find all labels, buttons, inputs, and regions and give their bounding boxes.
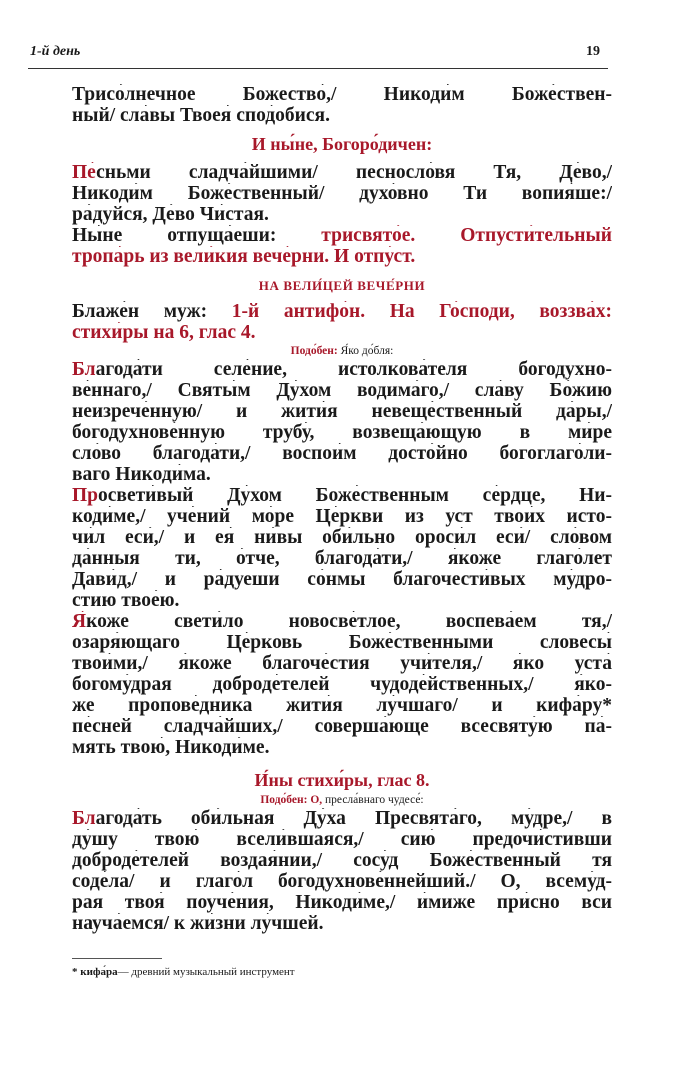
text-line: ра́дуйся, Де́во Чи́стая. (72, 204, 269, 225)
drop-initial: Пр (72, 485, 99, 506)
section-subheading: НА ВЕЛИ́ЦЕЙ ВЕЧЕ́РНИ (258, 278, 426, 293)
text-line: Дави́д,/ и ра́дуеши со́нмы благочести́вых му́дро- (72, 569, 612, 590)
text-line: стию твое́ю. (72, 590, 180, 611)
text-line: ве́ннаго,/ Святы́м Ду́хом водима́го,/ сла́ву Бо́жию (72, 380, 612, 401)
drop-initial: Бл (72, 808, 96, 829)
text-line: богодухнове́нную трубу́, возвеща́ющую в ми́ре (72, 422, 612, 443)
prayer-incipit: Ны́не отпуща́еши: (72, 225, 277, 246)
text-line: твои́ми,/ я́коже благоче́стия учи́теля,/ я́ко уста́ (72, 653, 612, 674)
text-line: да́нныя ти, о́тче, благода́ти,/ я́коже глаго́лет (72, 548, 612, 569)
text-line: же пропове́дника жити́я лу́чшаго/ и кифа́ру* (72, 695, 612, 716)
rubric-line (72, 301, 612, 322)
text-line: науча́емся/ к жи́зни лу́чшей. (72, 913, 324, 934)
rubric-instruction: трисвято́е. Отпусти́тельный (276, 225, 612, 246)
psalm-incipit: Блаже́н муж: (72, 301, 208, 322)
footnote-rule (72, 958, 162, 959)
text-line: чи́л еси́,/ и ея́ ни́вы оби́льно ороси́л еси́/ сло́вом (72, 527, 612, 548)
text-line: доброде́телей воздая́нии,/ сосу́д Боже́ственный тя (72, 850, 612, 871)
page-number: 19 (586, 44, 600, 59)
text-line: Я́коже свети́ло новосве́тлое, воспева́ем тя,/ (72, 611, 612, 632)
podoben-note (72, 792, 612, 808)
text-line: соде́ла/ и глаго́л богодухнове́ннейший./ О, всему́д- (72, 871, 612, 892)
text-line: неизрече́нную/ и жити́я невеще́ственный да́ры,/ (72, 401, 612, 422)
podoben-note (72, 343, 612, 359)
drop-initial: Пе (72, 162, 97, 183)
rubric-instruction: 1-й антифо́н. На Го́споди, воззва́х: (207, 301, 612, 322)
running-title: 1-й день (30, 44, 81, 59)
text-line: Благода́ть оби́льная Ду́ха Пресвята́го, му́дре,/ в (72, 808, 612, 829)
rubric-heading: И́ны стихи́ры, глас 8. (254, 770, 430, 790)
rubric-line: тропа́рь из вели́кия вече́рни. И отпу́ст. (72, 246, 416, 267)
text-line: сло́во благода́ти,/ воспои́м досто́йно богоглаго́ли- (72, 443, 612, 464)
footnote-text: — древний музыкальный инструмент (117, 966, 295, 978)
text-line: Пе́сньми сладча́йшими/ песносло́вя Тя, Де́во,/ (72, 162, 612, 183)
text-line: пе́сней сладча́йших,/ соверша́юще всесвяту́ю па́- (72, 716, 612, 737)
footnote-term: * кифа́ра (72, 966, 118, 978)
rubric-heading: И ны́не, Богоро́дичен: (251, 134, 433, 154)
text-line: Просвети́вый Ду́хом Боже́ственным се́рдце, Ни- (72, 485, 612, 506)
header-rule (28, 68, 608, 69)
text-line: рая твоя́ поуче́ния, Никоди́ме,/ и́миже при́сно вси (72, 892, 612, 913)
podoben-text: Я́ко до́бля: (340, 345, 394, 357)
text-line: богому́драя доброде́телей чудоде́йственных,/ я́ко- (72, 674, 612, 695)
rubric-line (72, 225, 612, 246)
text-line: Никоди́м Боже́ственный/ духо́вно Ти вопия́ше:/ (72, 183, 612, 204)
podoben-text: пресла́внаго чудесе́: (325, 794, 424, 806)
text-line: коди́ме,/ уче́ний мо́ре Це́ркви из уст твои́х исто- (72, 506, 612, 527)
footnote (72, 966, 295, 978)
rubric-line: стихи́ры на 6, глас 4. (72, 322, 256, 343)
text-line: Трисо́лнечное Божество́,/ Никоди́м Боже́ствен- (72, 84, 612, 105)
podoben-label: Подо́бен: (290, 345, 338, 357)
drop-initial: Я́ (72, 611, 87, 632)
text-line: мять твою́, Никоди́ме. (72, 737, 270, 758)
text-line: ваго Никоди́ма. (72, 464, 211, 485)
text-line: озаря́ющаго Це́рковь Боже́ственными словесы́ (72, 632, 612, 653)
text-line: ный/ сла́вы Твоея́ спод́обися. (72, 105, 330, 126)
text-body (72, 84, 612, 934)
podoben-label: Подо́бен: О, (260, 794, 323, 806)
text-line: ду́шу твою́ всели́вшаяся,/ сию́ предочи́стивши (72, 829, 612, 850)
text-line: Благода́ти селе́ние, истолкова́теля богодухно- (72, 359, 612, 380)
drop-initial: Бл (72, 359, 96, 380)
